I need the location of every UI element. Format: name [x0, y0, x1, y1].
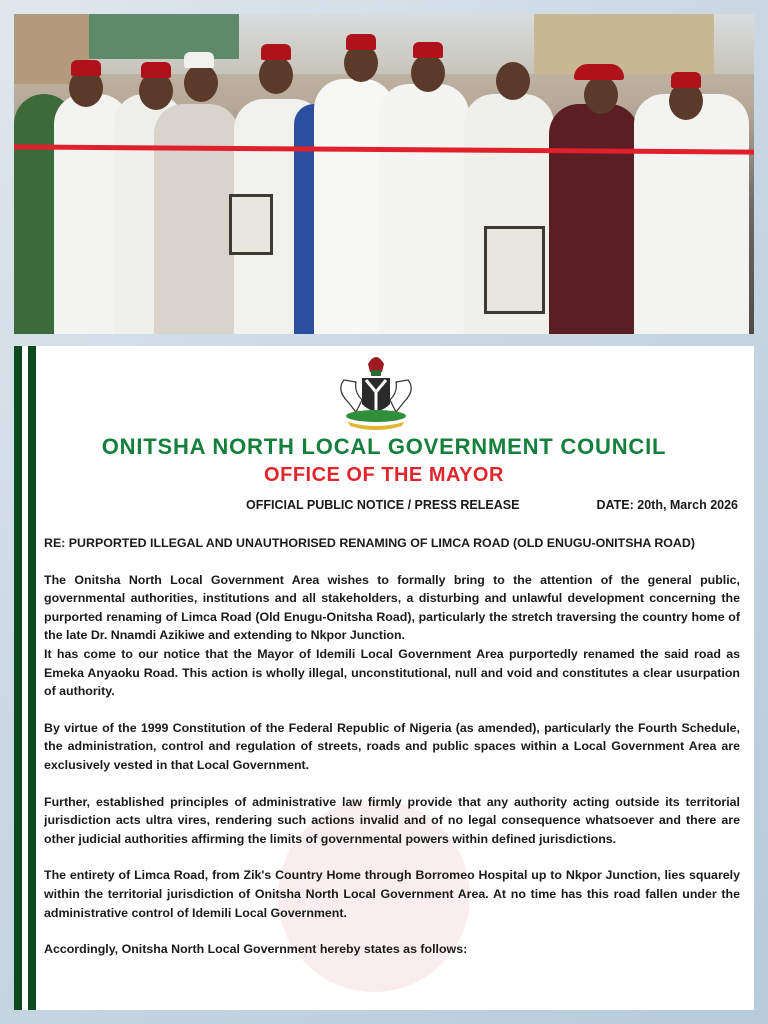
paragraph: The entirety of Limca Road, from Zik's Country Home through Borromeo Hospital up to Nkpor Junction, lies squarely within the territorial jurisdiction of Onitsha North Local Government Area. At no time has this road fallen under the administrative control of Idemili Local Government.: [44, 868, 740, 920]
building: [534, 14, 714, 74]
paragraph: The Onitsha North Local Government Area wishes to formally bring to the attention of the general public, governmental authorities, institutions and all stakeholders, a disturbing and unlawful development concerning the purported renaming of Limca Road (Old Enugu-Onitsha Road), particularly the stretch traversing the country home of the late Dr. Nnamdi Azikiwe and extending to Nkpor Junction.: [44, 572, 740, 643]
subject-line: RE: PURPORTED ILLEGAL AND UNAUTHORISED RENAMING OF LIMCA ROAD (OLD ENUGU-ONITSHA ROAD): [44, 536, 695, 550]
paragraph: Accordingly, Onitsha North Local Government hereby states as follows:: [44, 942, 468, 957]
council-title: ONITSHA NORTH LOCAL GOVERNMENT COUNCIL: [101, 434, 667, 459]
red-cap: [413, 42, 443, 58]
red-hat: [574, 64, 624, 80]
red-cap: [71, 60, 101, 76]
nigeria-coat-of-arms-icon: [326, 350, 426, 432]
person-red-dress: [549, 104, 639, 334]
white-cap: [184, 52, 214, 68]
document-body: [44, 534, 740, 977]
framed-certificate: [484, 226, 545, 314]
red-cap: [141, 62, 171, 78]
head: [411, 54, 445, 92]
head: [584, 76, 618, 114]
person-patterned-attire: [154, 104, 239, 334]
paragraph: It has come to our notice that the Mayor of Idemili Local Government Area purportedly renamed the said road as Emeka Anyaoku Road. This action is wholly illegal, unconstitutional, null and void and constitutes a clear usurpation of authority.: [44, 646, 740, 699]
red-cap: [671, 72, 701, 88]
head: [184, 64, 218, 102]
red-cap: [346, 34, 376, 50]
paragraph: By virtue of the 1999 Constitution of the Federal Republic of Nigeria (as amended), particularly the Fourth Schedule, the administration, control and regulation of streets, roads and public spaces within a Local Government Area are exclusively vested in that Local Government.: [44, 720, 740, 772]
head: [259, 56, 293, 94]
release-date: DATE: 20th, March 2026: [596, 498, 738, 512]
red-cap: [261, 44, 291, 60]
certificate-plaque: [229, 194, 273, 255]
person: [634, 94, 749, 334]
notice-label: OFFICIAL PUBLIC NOTICE / PRESS RELEASE: [246, 498, 520, 512]
press-release-document: [14, 346, 754, 1010]
billboard: [89, 14, 239, 59]
ribbon-cutting-photo: [14, 14, 754, 334]
person: [379, 84, 469, 334]
paragraph: Further, established principles of administrative law firmly provide that any authority acting outside its territorial jurisdiction acts ultra vires, rendering such actions invalid and of no legal consequence whatsoever and there are other judicial authorities affirming the limits of governmental powers within defined jurisdictions.: [44, 794, 740, 846]
head: [496, 62, 530, 100]
office-subtitle: OFFICE OF THE MAYOR: [264, 464, 504, 486]
